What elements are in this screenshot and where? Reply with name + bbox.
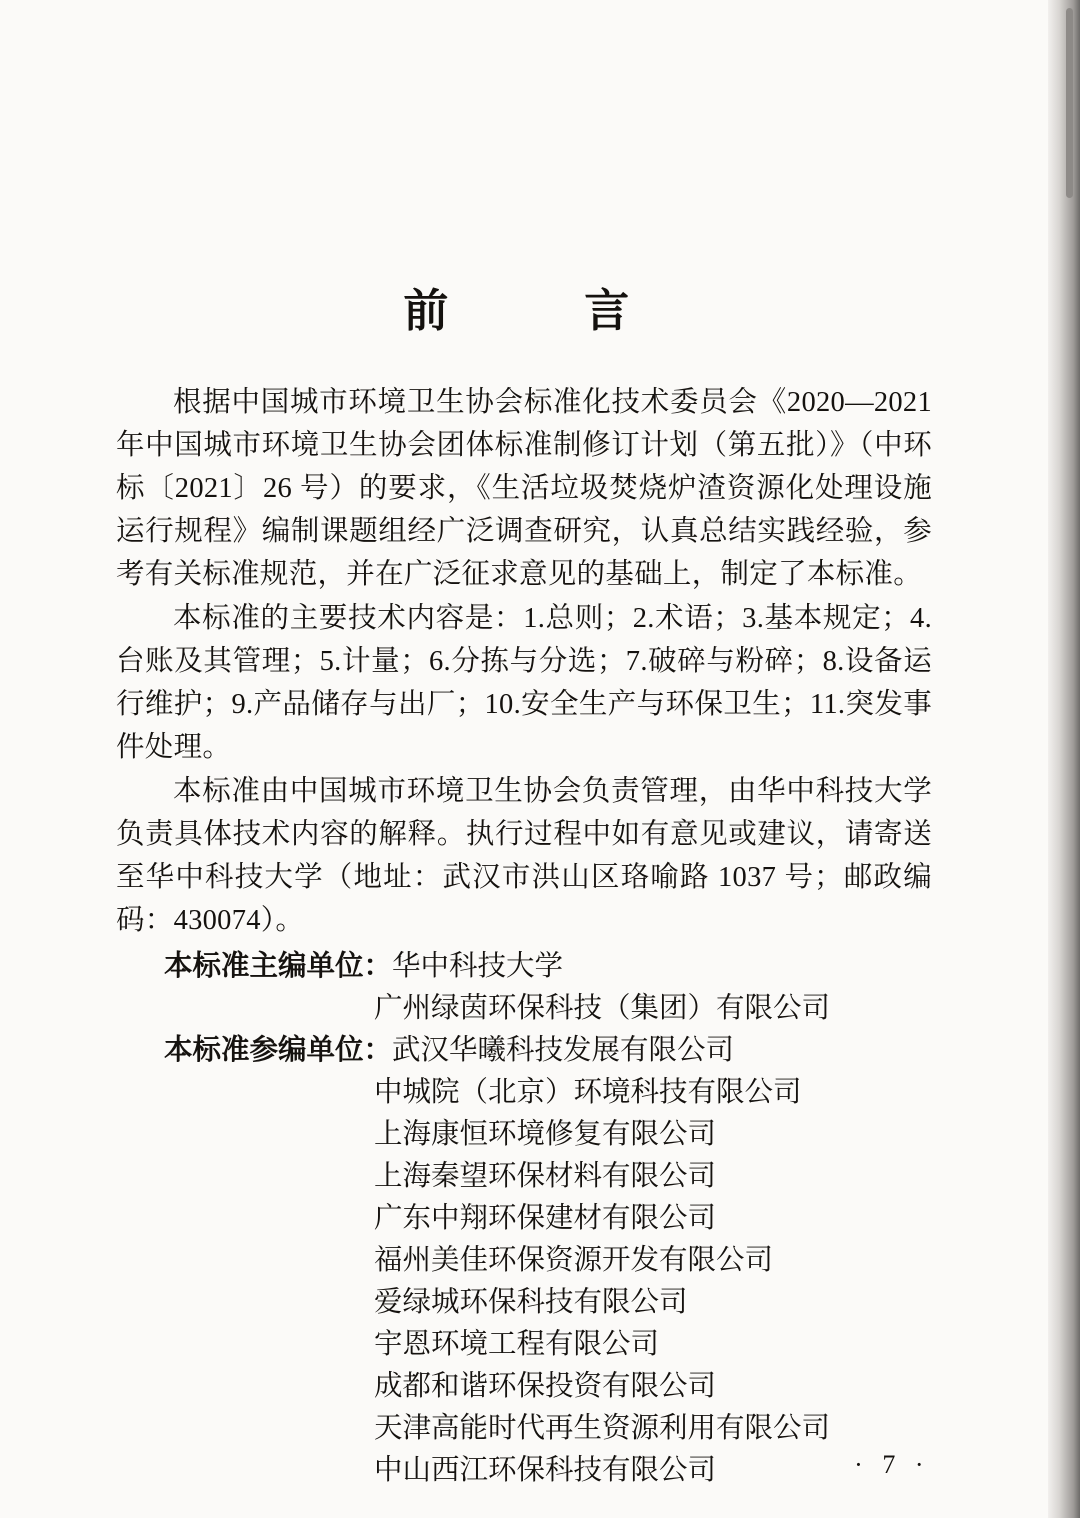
page-content: [116, 0, 932, 1518]
list-item: [116, 1366, 932, 1408]
unit-value: 天津高能时代再生资源利用有限公司: [374, 1412, 831, 1444]
unit-value: 上海康恒环境修复有限公司: [374, 1118, 717, 1150]
list-item: [116, 1324, 932, 1366]
page-edge-shadow: [1048, 0, 1080, 1518]
unit-value: 中城院（北京）环境科技有限公司: [374, 1076, 802, 1108]
unit-value: 宇恩环境工程有限公司: [374, 1328, 660, 1360]
unit-value: 上海秦望环保材料有限公司: [374, 1160, 717, 1192]
page-title: 前 言: [403, 286, 645, 336]
foreword-body: [116, 381, 932, 942]
paragraph-1: 根据中国城市环境卫生协会标准化技术委员会《2020—2021 年中国城市环境卫生协会团体标准制修订计划（第五批）》（中环标〔2021〕26 号）的要求，《生活垃圾焚烧炉渣资源化处理设施运行规程》编制课题组经广泛调查研究，认真总结实践经验，参考有关标准规范，并在广泛征求意见的基础上，制定了本标准。: [116, 386, 932, 590]
unit-label: 本标准主编单位：: [164, 950, 393, 982]
unit-value: 武汉华曦科技发展有限公司: [392, 1034, 735, 1066]
unit-value: 华中科技大学: [392, 950, 564, 982]
list-item: [116, 1408, 932, 1450]
unit-value: 中山西江环保科技有限公司: [374, 1454, 717, 1486]
participating-units-list: [116, 946, 932, 1492]
list-item: [116, 1114, 932, 1156]
list-item: [116, 1450, 932, 1492]
unit-value: 成都和谐环保投资有限公司: [374, 1370, 717, 1402]
paragraph-2: 本标准的主要技术内容是：1.总则；2.术语；3.基本规定；4.台账及其管理；5.计量；6.分拣与分选；7.破碎与粉碎；8.设备运行维护；9.产品储存与出厂；10.安全生产与环保卫生；11.突发事件处理。: [116, 602, 932, 763]
scrollbar-thumb[interactable]: [1066, 8, 1073, 198]
list-item: [116, 1030, 932, 1072]
unit-label: 本标准参编单位：: [164, 1034, 393, 1066]
list-item: [116, 1282, 932, 1324]
unit-value: 广州绿茵环保科技（集团）有限公司: [374, 992, 831, 1024]
list-item: [116, 1198, 932, 1240]
unit-value: 爱绿城环保科技有限公司: [374, 1286, 688, 1318]
unit-value: 福州美佳环保资源开发有限公司: [374, 1244, 774, 1276]
page-number: · 7 ·: [854, 1450, 930, 1479]
unit-value: 广东中翔环保建材有限公司: [374, 1202, 717, 1234]
list-item: [116, 988, 932, 1030]
list-item: [116, 1156, 932, 1198]
list-item: [116, 1240, 932, 1282]
list-item: [116, 1072, 932, 1114]
paragraph-3: 本标准由中国城市环境卫生协会负责管理，由华中科技大学负责具体技术内容的解释。执行过程中如有意见或建议，请寄送至华中科技大学（地址：武汉市洪山区珞喻路 1037 号；邮政编码：430074）。: [116, 775, 932, 936]
list-item: [116, 946, 932, 988]
